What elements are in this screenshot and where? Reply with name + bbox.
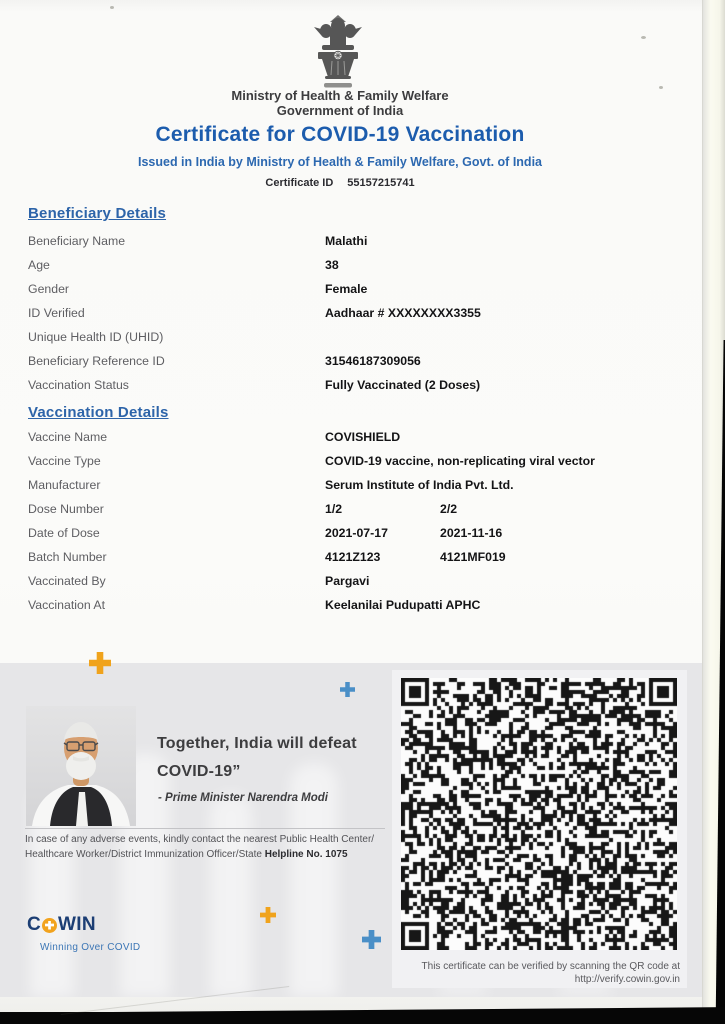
field-value: 1/2 (325, 502, 343, 516)
field-value: 4121Z123 (325, 550, 381, 564)
field-label: Batch Number (28, 550, 107, 564)
ministry-line2: Government of India (276, 103, 404, 118)
field-value: 31546187309056 (325, 354, 421, 368)
table-row (28, 502, 688, 522)
paper-edge-line (702, 0, 703, 1008)
advisory-line1: In case of any adverse events, kindly contact the nearest Public Health Center/ (25, 834, 375, 845)
advisory-line2: Healthcare Worker/District Immunization Officer/State Helpline No. 1075 (25, 849, 348, 860)
satyameva-jayate-motto (324, 83, 352, 88)
field-label: Unique Health ID (UHID) (28, 330, 164, 344)
field-value: Malathi (325, 234, 368, 248)
table-row (28, 478, 688, 498)
quote-line2: COVID-19” (157, 763, 241, 780)
table-row (28, 258, 688, 278)
quote-attribution: - Prime Minister Narendra Modi (158, 792, 328, 804)
field-label: Manufacturer (28, 478, 101, 492)
table-row (28, 598, 688, 618)
field-label: Date of Dose (28, 526, 100, 540)
qr-code (401, 678, 677, 950)
field-value: Serum Institute of India Pvt. Ltd. (325, 478, 514, 492)
field-label: Vaccine Type (28, 454, 101, 468)
cowin-text-win: WIN (58, 914, 96, 935)
helpline-number: Helpline No. 1075 (264, 849, 348, 860)
cowin-tagline: Winning Over COVID (40, 942, 141, 953)
field-value: COVISHIELD (325, 430, 401, 444)
table-row (28, 282, 688, 302)
certificate-id-row (0, 177, 680, 189)
scan-speck (659, 86, 663, 89)
field-value-dose2: 2/2 (440, 502, 458, 516)
table-row (28, 526, 688, 546)
cowin-logo (27, 914, 140, 953)
document-subtitle: Issued in India by Ministry of Health & Family Welfare, Govt. of India (137, 155, 542, 169)
field-value: Keelanilai Pudupatti APHC (325, 598, 481, 612)
field-label: Beneficiary Reference ID (28, 354, 165, 368)
beneficiary-details-heading: Beneficiary Details (28, 205, 167, 222)
vaccination-details-heading: Vaccination Details (28, 404, 169, 421)
field-value-dose2: 2021-11-16 (440, 526, 503, 540)
table-row (28, 330, 688, 350)
field-value: Female (325, 282, 368, 296)
field-value-dose2: 4121MF019 (440, 550, 506, 564)
field-label: Gender (28, 282, 70, 296)
qr-caption-line1: This certificate can be verified by scanning the QR code at (421, 961, 680, 972)
field-label: Beneficiary Name (28, 234, 126, 248)
field-label: Age (28, 258, 50, 272)
table-row (28, 574, 688, 594)
advisory-text (25, 832, 391, 862)
document-title: Certificate for COVID-19 Vaccination (155, 123, 525, 146)
table-row (28, 354, 688, 374)
qr-card (392, 670, 687, 988)
field-value: COVID-19 vaccine, non-replicating viral vector (325, 454, 595, 468)
field-value: Fully Vaccinated (2 Doses) (325, 378, 481, 392)
field-value: 2021-07-17 (325, 526, 388, 540)
cowin-text-c: C (27, 914, 42, 935)
certificate-id-label: Certificate ID (265, 177, 334, 189)
table-row (28, 454, 688, 474)
table-row (28, 430, 688, 450)
field-value: Aadhaar # XXXXXXXX3355 (325, 306, 481, 320)
table-row (28, 306, 688, 326)
quote-line1: Together, India will defeat (157, 735, 357, 752)
ministry-line1: Ministry of Health & Family Welfare (231, 88, 449, 103)
table-row (28, 234, 688, 254)
field-label: Vaccination Status (28, 378, 129, 392)
pm-photo (26, 706, 136, 826)
field-label: Dose Number (28, 502, 104, 516)
qr-caption-url: http://verify.cowin.gov.in (574, 973, 680, 985)
divider (25, 828, 385, 829)
field-label: Vaccine Name (28, 430, 108, 444)
table-row (28, 550, 688, 570)
india-emblem-icon (310, 13, 366, 91)
field-value: Pargavi (325, 574, 370, 588)
field-label: Vaccinated By (28, 574, 106, 588)
cowin-plus-icon (42, 918, 57, 933)
field-label: Vaccination At (28, 598, 106, 612)
table-row (28, 378, 688, 398)
scan-speck (641, 36, 646, 39)
field-value: 38 (325, 258, 339, 272)
field-label: ID Verified (28, 306, 85, 320)
scan-speck (110, 6, 114, 9)
certificate-id-value: 55157215741 (347, 177, 415, 189)
